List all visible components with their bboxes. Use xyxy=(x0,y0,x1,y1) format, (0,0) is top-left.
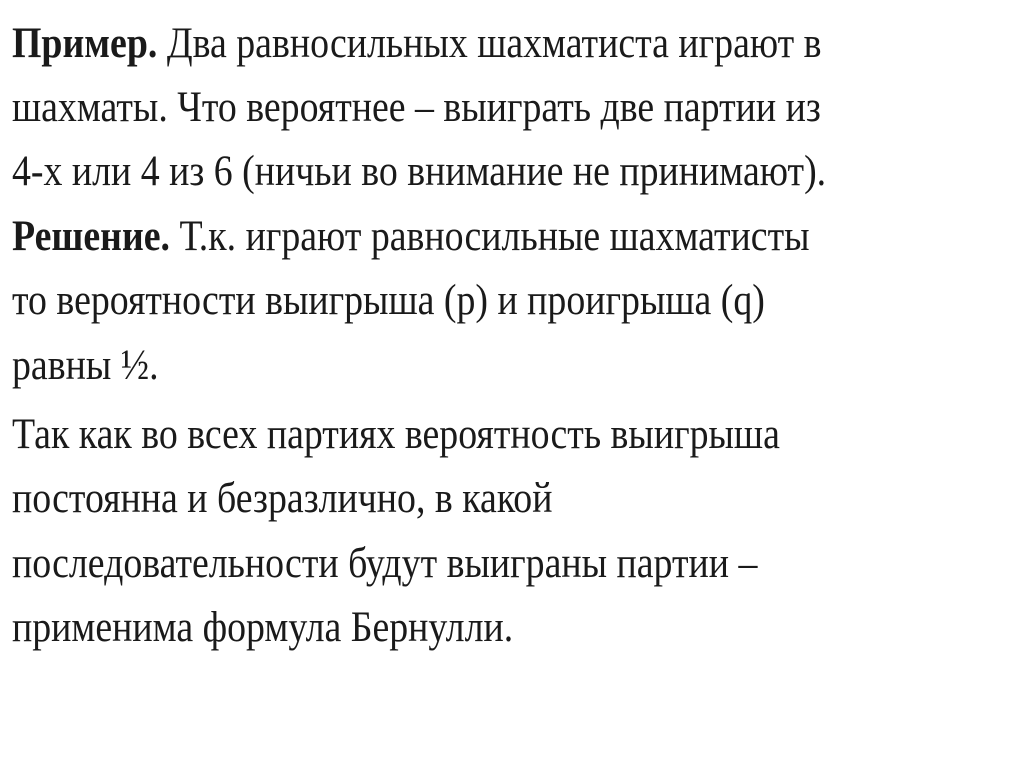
paragraph-line-3: последовательности будут выиграны партии – xyxy=(12,540,758,587)
example-line-2: шахматы. Что вероятнее – выиграть две партии из xyxy=(12,84,821,131)
solution-label: Решение. xyxy=(12,213,171,260)
solution-line-1 xyxy=(12,212,810,262)
solution-line-3: равны ½. xyxy=(12,342,159,389)
example-label: Пример. xyxy=(12,20,158,67)
paragraph-line-2: постоянна и безразлично, в какой xyxy=(12,475,553,522)
solution-text: Т.к. играют равносильные шахматисты xyxy=(170,213,810,260)
paragraph-line-4: применима формула Бернулли. xyxy=(12,604,514,651)
solution-line-2: то вероятности выигрыша (p) и проигрыша (q) xyxy=(12,277,765,324)
example-text: Два равносильных шахматиста играют в xyxy=(157,20,822,67)
example-line-3: 4-х или 4 из 6 (ничьи во внимание не принимают). xyxy=(12,148,827,195)
paragraph-line-1: Так как во всех партиях вероятность выигрыша xyxy=(12,411,780,458)
example-line-1 xyxy=(12,19,822,69)
